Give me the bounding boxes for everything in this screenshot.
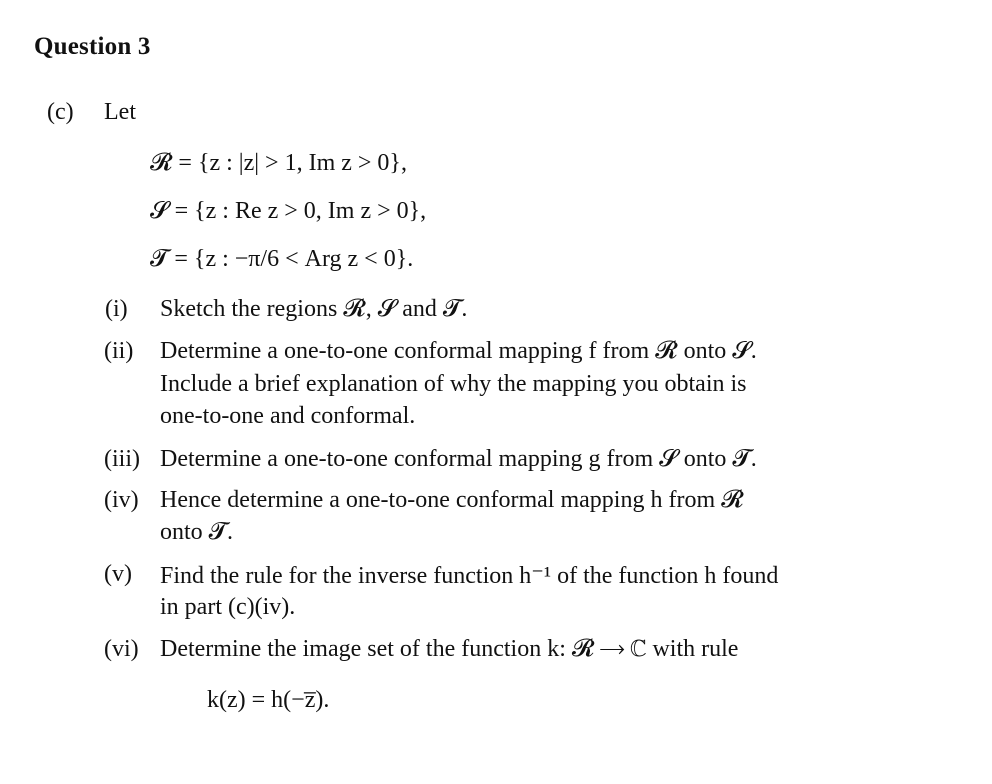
item-label-vi: (vi) xyxy=(104,636,139,662)
item-label-ii: (ii) xyxy=(104,338,134,364)
definition-r: 𝓡 = {z : |z| > 1, Im z > 0}, xyxy=(150,150,407,176)
definition-s: 𝓢 = {z : Re z > 0, Im z > 0}, xyxy=(150,198,427,224)
item-iii-line-1: Determine a one-to-one conformal mapping g from 𝓢 onto 𝓣. xyxy=(160,446,757,472)
item-iv-line-1: Hence determine a one-to-one conformal mapping h from 𝓡 xyxy=(160,487,744,513)
item-v-line-2: in part (c)(iv). xyxy=(160,594,296,620)
item-label-v: (v) xyxy=(104,561,132,587)
item-ii-line-2: Include a brief explanation of why the mapping you obtain is xyxy=(160,371,747,397)
part-label: (c) xyxy=(47,99,74,125)
item-label-iii: (iii) xyxy=(104,446,140,472)
k-rule-formula: k(z) = h(−z̅). xyxy=(207,687,330,713)
item-label-i: (i) xyxy=(105,296,128,322)
question-heading: Question 3 xyxy=(34,33,151,60)
item-ii-line-3: one-to-one and conformal. xyxy=(160,403,416,429)
item-i-line-1: Sketch the regions 𝓡, 𝓢 and 𝓣. xyxy=(160,296,468,322)
definition-t: 𝓣 = {z : −π/6 < Arg z < 0}. xyxy=(150,246,414,272)
item-ii-line-1: Determine a one-to-one conformal mapping f from 𝓡 onto 𝓢. xyxy=(160,338,757,364)
item-vi-line-1: Determine the image set of the function k: 𝓡 ⟶ ℂ with rule xyxy=(160,636,739,662)
item-label-iv: (iv) xyxy=(104,487,139,513)
item-v-line-1: Find the rule for the inverse function h⁻¹ of the function h found xyxy=(160,563,779,589)
part-intro: Let xyxy=(104,99,136,125)
item-iv-line-2: onto 𝓣. xyxy=(160,519,234,545)
